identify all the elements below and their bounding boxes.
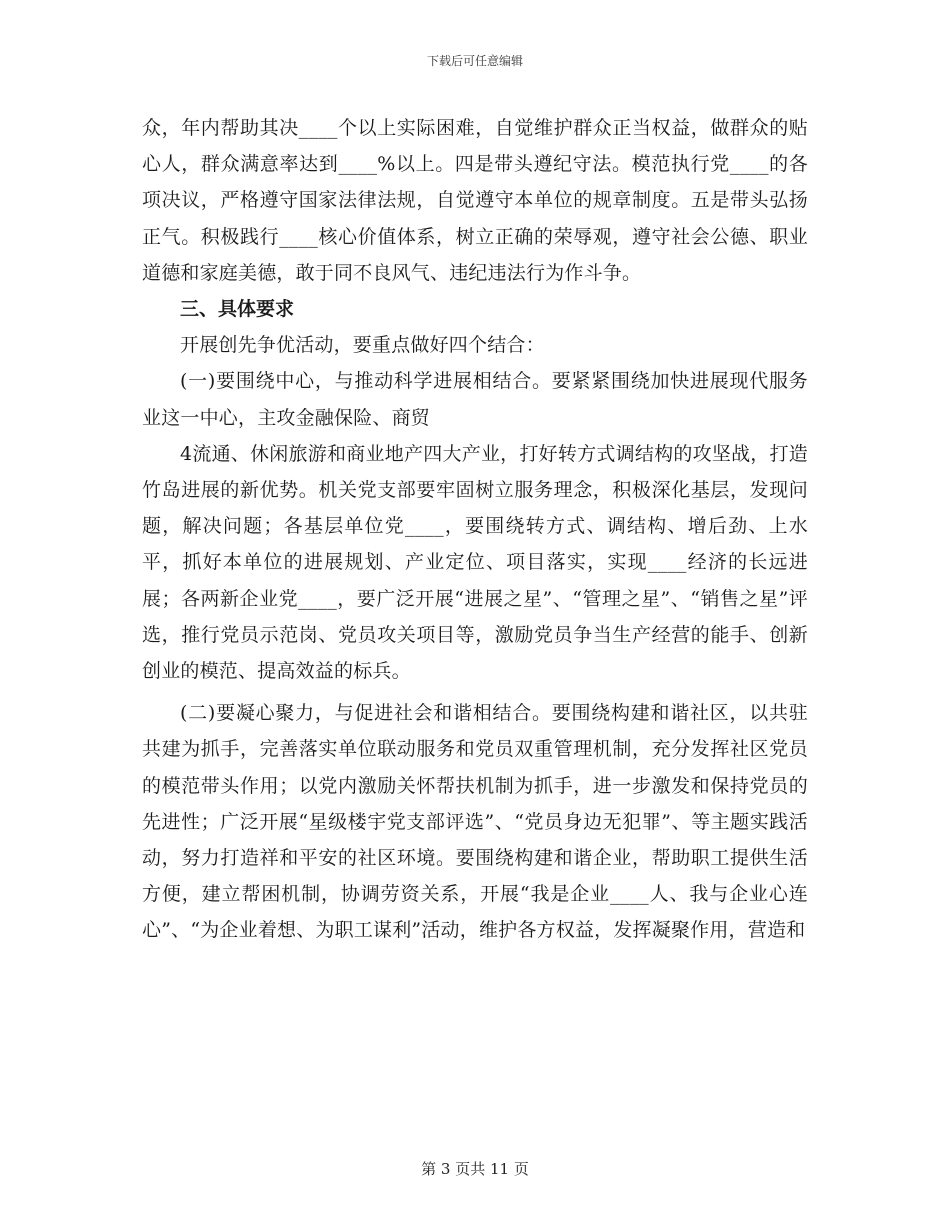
paragraph-item-one: (一)要围绕中心，与推动科学进展相结合。要紧紧围绕加快进展现代服务业这一中心，主攻金融保险、商贸	[142, 370, 808, 429]
document-body	[142, 110, 808, 949]
paragraph-item-one-cont: 4流通、休闲旅游和商业地产四大产业，打好转方式调结构的攻坚战，打造竹岛进展的新优势。机关党支部要牢固树立服务理念，积极深化基层，发现问题，解决问题；各基层单位党____，要围绕转方式、调结构、增后劲、上水平，抓好本单位的进展规划、产业定位、项目落实，实现____经济的长远进展；各两新企业党____，要广泛开展“进展之星”、“管理之星”、“销售之星”评选，推行党员示范岗、党员攻关项目等，激励党员争当生产经营的能手、创新创业的模范、提高效益的标兵。	[142, 442, 808, 683]
page-header: 下载后可任意编辑	[426, 54, 523, 68]
paragraph-continuation: 众，年内帮助其决____个以上实际困难，自觉维护群众正当权益，做群众的贴心人，群众满意率达到____%以上。四是带头遵纪守法。模范执行党____的各项决议，严格遵守国家法律法规，自觉遵守本单位的规章制度。五是带头弘扬正气。积极践行____核心价值体系，树立正确的荣辱观，遵守社会公德、职业道德和家庭美德，敢于同不良风气、违纪违法行为作斗争。	[142, 117, 808, 284]
page-footer: 第 3 页共 11 页	[421, 1160, 529, 1178]
paragraph-intro: 开展创先争优活动，要重点做好四个结合：	[180, 334, 545, 357]
paragraph-item-two: (二)要凝心聚力，与促进社会和谐相结合。要围绕构建和谐社区，以共驻共建为抓手，完善落实单位联动服务和党员双重管理机制，充分发挥社区党员的模范带头作用；以党内激励关怀帮扶机制为抓手，进一步激发和保持党员的先进性；广泛开展“星级楼宇党支部评选”、“党员身边无犯罪”、等主题实践活动，努力打造祥和平安的社区环境。要围绕构建和谐企业，帮助职工提供生活方便，建立帮困机制，协调劳资关系，开展“我是企业____人、我与企业心连心”、“为企业着想、为职工谋利”活动，维护各方权益，发挥凝聚作用，营造和	[142, 702, 808, 942]
section-heading: 三、具体要求	[180, 298, 295, 321]
